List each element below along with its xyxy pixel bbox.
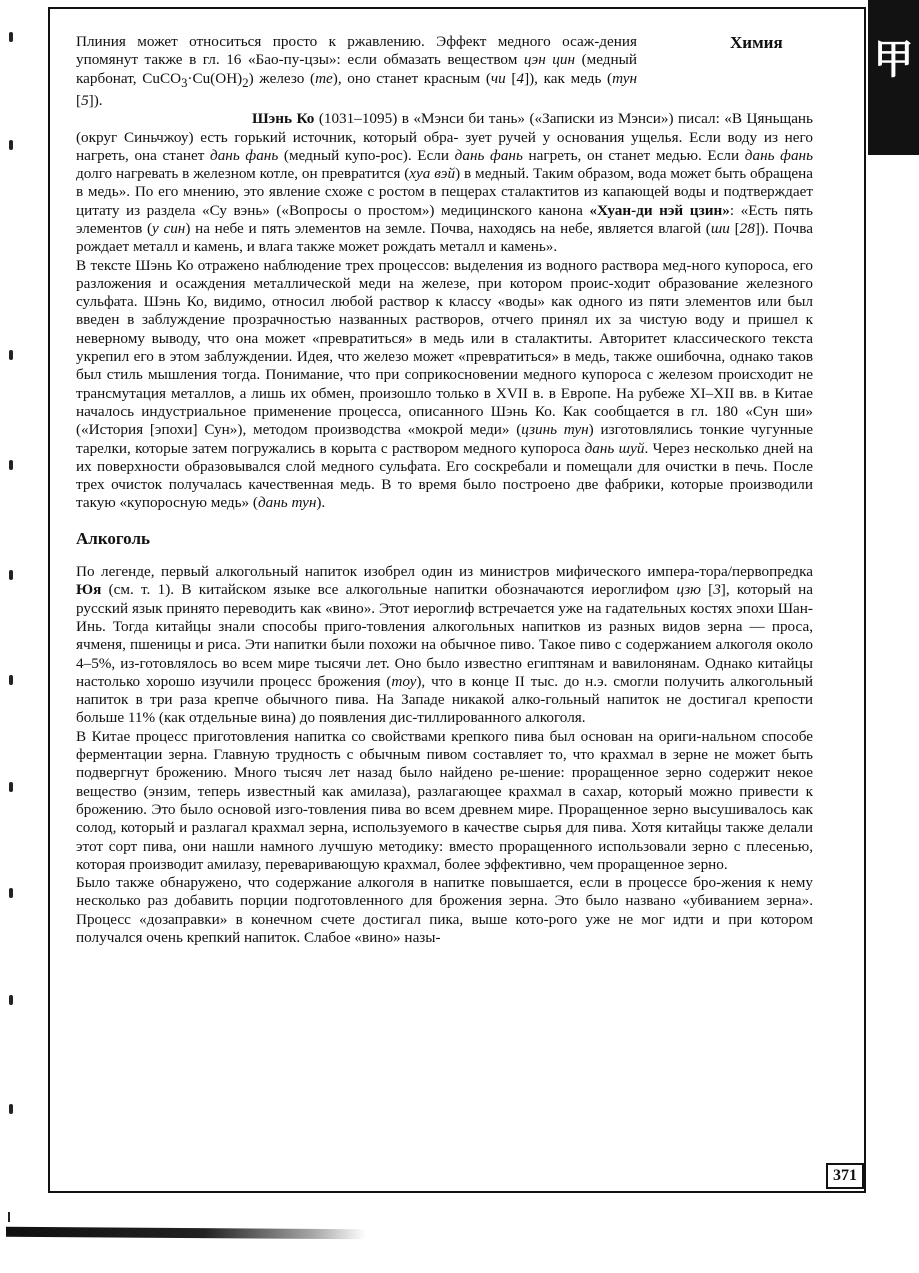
paragraph: Плиния может относиться просто к ржавлению. Эффект медного осаж-дения упомянут также в гл. 16 «Бао-пу-цзы»: если обмазать веществом цэн цин (медный карбонат, $CuCO_3\cdot Cu(OH)_2$) железо (те), оно станет красным (чи [4]), как медь (тун [5]). xyxy=(76,33,637,109)
binding-hole-mark xyxy=(9,888,13,898)
scan-artifact xyxy=(8,1212,10,1222)
running-header: Химия xyxy=(730,33,783,52)
binding-hole-mark xyxy=(9,675,13,685)
paragraph: Шэнь Ко (1031–1095) в «Мэнси би тань» («Записки из Мэнси») писал: «В Цяньщань (округ Синьчжоу) есть горький источник, который обра- зует ручей у основания ущелья. Если воду из него нагреть, она станет дань фань (медный купо-рос). Если дань фань нагреть, он станет медью. Если дань фань долго нагревать в железном котле, он превратится (хуа вэй) в медный. Таким образом, вода может быть обращена в медь». По его мнению, это явление схоже с ростом в пещерах сталактитов из капающей воды и подтверждает цитату из раздела «Су вэнь» («Вопросы о простом») медицинского канона «Хуан-ди нэй цзин»: «Есть пять элементов (у син) на небе и пять элементов на земле. Почва, находясь на небе, является влагой (ши [28]). Почва рождает металл и камень, и влага также может рождать металл и камень». xyxy=(76,110,813,256)
binding-hole-mark xyxy=(9,782,13,792)
binding-hole-mark xyxy=(9,350,13,360)
binding-hole-mark xyxy=(9,460,13,470)
paragraph: По легенде, первый алкогольный напиток изобрел один из министров мифического импера-тора/первопредка Юя (см. т. 1). В китайском языке все алкогольные напитки обозначаются иероглифом цзю [3], который на русский язык принято переводить как «вино». Этот иероглиф встречается уже на гадательных костях эпохи Шан-Инь. Тогда китайцы знали способы приго-товления алкогольных напитков из разных видов зерна — проса, ячменя, пшеницы и риса. Эти напитки были похожи на обычное пиво. Такое пиво с содержанием алкоголя около 4–5%, из-готовлялось во всем мире тысячи лет. Оно было известно египтянам и вавилонянам. Однако китайцы настолько хорошо изучили процесс брожения (тоу), что в конце II тыс. до н.э. смогли получить алкогольный напиток в три раза крепче обычного пива. На Западе никакой алко-гольный напиток не достигал крепости больше 11% (как отдельные вина) до появления дис-тиллированного алкоголя. xyxy=(76,563,813,727)
section-heading: Алкоголь xyxy=(76,528,150,548)
paragraph: Было также обнаружено, что содержание алкоголя в напитке повышается, если в процессе бро-жения к нему несколько раз добавить порции подготовленного для брожения зерна. Это было названо «убиванием зерна». Процесс «дозаправки» в конечном счете достигал пика, выше кото-рого уже не мог идти и при котором получался очень крепкий напиток. Слабое «вино» назы- xyxy=(76,874,813,946)
page-number: 371 xyxy=(826,1163,864,1189)
binding-hole-mark xyxy=(9,570,13,580)
binding-hole-mark xyxy=(9,1104,13,1114)
paragraph: В тексте Шэнь Ко отражено наблюдение трех процессов: выделения из водного раствора мед-ного купороса, его разложения и осаждения металлической меди на железе, при котором проис-ходит образование железного сульфата. Шэнь Ко, видимо, относил любой раствор к классу «воды» как одного из пяти элементов или был введен в заблуждение прозрачностью названных растворов, отчего принял их за чистую воду и пришел к неверному выводу, что она может «превратиться» в медь или в сталактиты. Авторитет классического текста укрепил его в этом заблуждении. Идея, что железо может «превратиться» в медь, также ошибочна, однако таков был стиль мышления тогда. Понимание, что при соприкосновении медного купороса с железом происходит не трансмутация металлов, а лишь их обмен, произошло только в XVII в. в Европе. На рубеже XI–XII вв. в Китае началось индустриальное применение процесса, описанного Шэнь Ко. Как сообщается в гл. 180 «Сун ши» («История [эпохи] Сун»), методом производства «мокрой меди» (цзинь тун) изготовлялись тонкие чугунные тарелки, которые затем погружались в корыта с раствором медного купороса дань шуй. Через несколько дней на их поверхности образовывался слой медного сульфата. Его соскребали и помещали для очистки в печь. После трех очисток получалась качественная медь. В то время было построено две фабрики, которые производили такую «купоросную медь» (дань тун). xyxy=(76,256,813,512)
binding-hole-mark xyxy=(9,32,13,42)
paragraph: В Китае процесс приготовления напитка со свойствами крепкого пива был основан на ориги-нальном способе ферментации зерна. Главную трудность с обычным пивом составляет то, что крахмал в зерне не может быть подвергнут брожению. Много тысяч лет назад было найдено ре-шение: проращенное зерно содержит некое вещество (энзим, теперь известный как амилаза), разлагающее крахмал в сахар, который можно привести к брожению. Это было основой изго-товления пива во всем древнем мире. Проращенное зерно высушивалось как солод, который и разлагал крахмал зерна, используемого в качестве сырья для пива. Хотя китайцы также делали этот сорт пива, они нашли намного лучшую методику: вместо проращенного использовали зерно с плесенью, которая производит амилазу, переваривающую крахмал, более эффективно, чем проращенное зерно. xyxy=(76,727,813,873)
scan-artifact xyxy=(6,1227,366,1240)
section-tab-glyph: 甲 xyxy=(873,37,914,82)
section-tab xyxy=(868,0,919,155)
binding-hole-mark xyxy=(9,995,13,1005)
binding-hole-mark xyxy=(9,140,13,150)
page-body xyxy=(76,33,813,947)
